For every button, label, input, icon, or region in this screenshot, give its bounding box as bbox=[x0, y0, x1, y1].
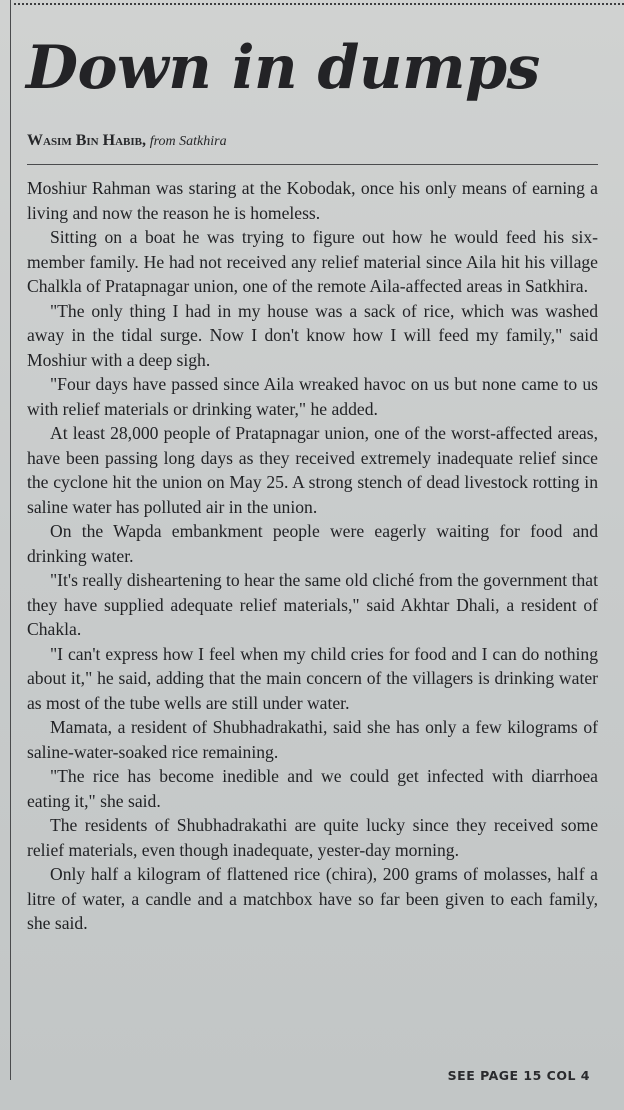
continuation-jump-line: SEE PAGE 15 COL 4 bbox=[447, 1068, 590, 1083]
paragraph: "I can't express how I feel when my child cries for food and I can do nothing about it," he said, adding that the main concern of the villagers is drinking water as most of the tube wells are still under water. bbox=[27, 643, 598, 713]
paragraph: "The only thing I had in my house was a sack of rice, which was washed away in the tidal surge. Now I don't know how I will feed my family," said Moshiur with a deep sigh. bbox=[27, 300, 598, 370]
paragraph: Moshiur Rahman was staring at the Kobodak, once his only means of earning a living and now the reason he is homeless. bbox=[27, 178, 598, 223]
paragraph: Mamata, a resident of Shubhadrakathi, said she has only a few kilograms of saline-water-soaked rice remaining. bbox=[27, 717, 598, 762]
byline-location: from Satkhira bbox=[149, 134, 227, 149]
column-rule bbox=[10, 0, 11, 1080]
paragraph: Sitting on a boat he was trying to figure out how he would feed his six-member family. He had not received any relief material since Aila hit his village Chalkla of Pratapnagar union, one of the remote Aila-affected areas in Satkhira. bbox=[27, 227, 598, 296]
top-cut-edge bbox=[14, 3, 624, 5]
paragraph: "It's really disheartening to hear the same old cliché from the government that they have supplied adequate relief materials," said Akhtar Dhali, a resident of Chakla. bbox=[27, 570, 598, 639]
paragraph: On the Wapda embankment people were eagerly waiting for food and drinking water. bbox=[27, 521, 598, 566]
paragraph: At least 28,000 people of Pratapnagar union, one of the worst-affected areas, have been passing long days as they received extremely inadequate relief since the cyclone hit the union on May 25. A strong stench of dead livestock rotting in saline water has polluted air in the union. bbox=[27, 423, 598, 517]
article-body bbox=[27, 176, 598, 936]
byline bbox=[27, 132, 227, 150]
byline-divider bbox=[27, 164, 598, 165]
paragraph: "Four days have passed since Aila wreaked havoc on us but none came to us with relief materials or drinking water," he added. bbox=[27, 374, 598, 419]
headline: Down in dumps bbox=[26, 33, 540, 103]
paragraph: The residents of Shubhadrakathi are quite lucky since they received some relief materials, even though inadequate, yester-day morning. bbox=[27, 815, 598, 860]
paragraph: "The rice has become inedible and we could get infected with diarrhoea eating it," she said. bbox=[27, 766, 598, 811]
paragraph: Only half a kilogram of flattened rice (chira), 200 grams of molasses, half a litre of water, a candle and a matchbox have so far been given to each family, she said. bbox=[27, 864, 598, 933]
byline-author: Wasim Bin Habib, bbox=[27, 132, 146, 149]
